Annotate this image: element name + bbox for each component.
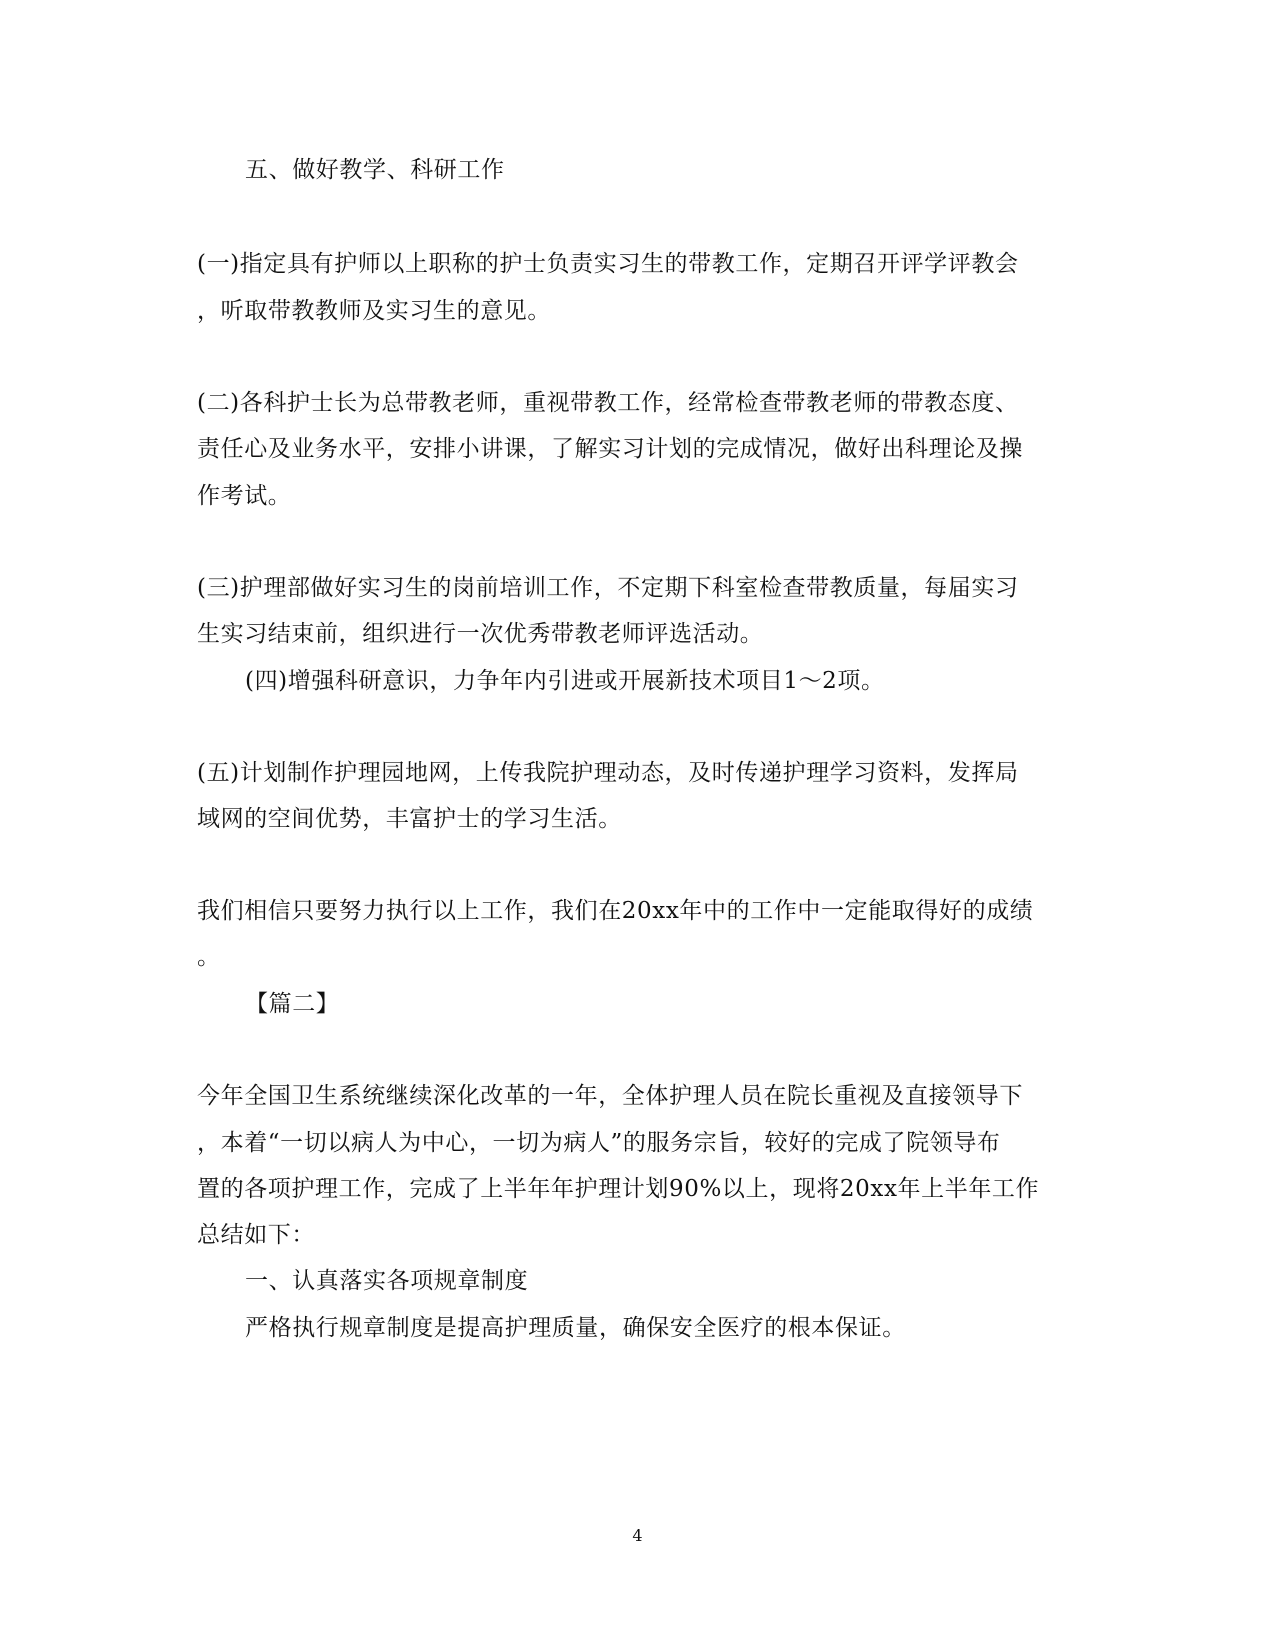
page-number: 4 bbox=[632, 1526, 643, 1545]
paragraph-intro-line4: 总结如下： bbox=[197, 1222, 315, 1248]
paragraph-conclusion-line2: 。 bbox=[197, 944, 221, 970]
section-heading-regulations: 一、认真落实各项规章制度 bbox=[245, 1268, 529, 1294]
paragraph-item2-line2: 责任心及业务水平，安排小讲课，了解实习计划的完成情况，做好出科理论及操 bbox=[197, 436, 1023, 462]
paragraph-item1-line1: (一)指定具有护师以上职称的护士负责实习生的带教工作，定期召开评学评教会 bbox=[197, 251, 1019, 277]
paragraph-item3-line2: 生实习结束前，组织进行一次优秀带教老师评选活动。 bbox=[197, 621, 764, 647]
section-heading-teaching-research: 五、做好教学、科研工作 bbox=[245, 157, 505, 183]
paragraph-regulations: 严格执行规章制度是提高护理质量，确保安全医疗的根本保证。 bbox=[245, 1315, 906, 1341]
paragraph-intro-line2: ，本着“一切以病人为中心，一切为病人”的服务宗旨，较好的完成了院领导布 bbox=[197, 1130, 1001, 1156]
paragraph-item3-line1: (三)护理部做好实习生的岗前培训工作，不定期下科室检查带教质量，每届实习 bbox=[197, 575, 1019, 601]
paragraph-item5-line1: (五)计划制作护理园地网，上传我院护理动态，及时传递护理学习资料，发挥局 bbox=[197, 760, 1019, 786]
paragraph-intro-line3: 置的各项护理工作，完成了上半年年护理计划90%以上，现将20xx年上半年工作 bbox=[197, 1176, 1040, 1202]
paragraph-item1-line2: ，听取带教教师及实习生的意见。 bbox=[197, 298, 551, 324]
paragraph-item2-line3: 作考试。 bbox=[197, 483, 292, 509]
paragraph-item2-line1: (二)各科护士长为总带教老师，重视带教工作，经常检查带教老师的带教态度、 bbox=[197, 390, 1019, 416]
paragraph-conclusion-line1: 我们相信只要努力执行以上工作，我们在20xx年中的工作中一定能取得好的成绩 bbox=[197, 898, 1034, 924]
part-two-heading: 【篇二】 bbox=[245, 991, 340, 1017]
paragraph-item4: (四)增强科研意识，力争年内引进或开展新技术项目1～2项。 bbox=[245, 668, 885, 694]
paragraph-intro-line1: 今年全国卫生系统继续深化改革的一年，全体护理人员在院长重视及直接领导下 bbox=[197, 1083, 1023, 1109]
paragraph-item5-line2: 域网的空间优势，丰富护士的学习生活。 bbox=[197, 806, 622, 832]
